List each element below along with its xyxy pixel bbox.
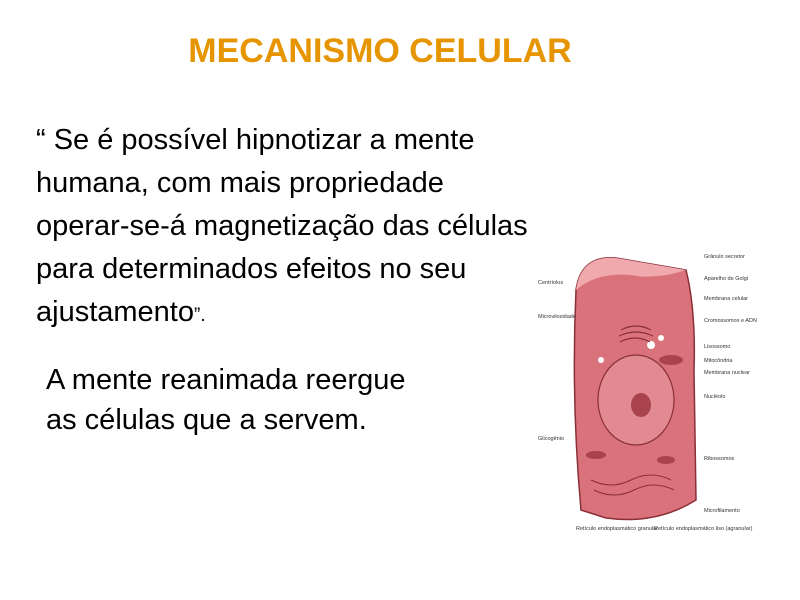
label-glicogenio: Glicogênio: [538, 436, 564, 442]
label-golgi: Aparelho de Golgi: [704, 276, 749, 282]
quote-last-word: ajustamento: [36, 296, 194, 328]
quote-line: operar-se-á magnetização das células: [36, 210, 528, 242]
mitochondria-shape: [586, 451, 606, 459]
label-reticulo-liso: Retículo endoplasmático liso (agranular): [654, 526, 753, 532]
label-ribossomos: Ribossomos: [704, 456, 735, 462]
body-line: A mente reanimada reergue: [46, 364, 406, 396]
label-microvilosidade: Microvilosidade: [538, 314, 576, 320]
label-membrana-nuclear: Membrana nuclear: [704, 370, 750, 376]
cell-diagram-image: [536, 250, 770, 550]
nucleolus: [631, 393, 651, 417]
mitochondria-shape: [659, 355, 683, 365]
label-nucleolo: Nucléolo: [704, 394, 726, 400]
quote-line: “ Se é possível hipnotizar a mente: [36, 124, 475, 156]
body-line: as células que a servem.: [46, 404, 367, 436]
label-membrana-celular: Membrana celular: [704, 296, 749, 302]
label-centriolos: Centríolos: [538, 280, 564, 286]
quote-line: humana, com mais propriedade: [36, 167, 444, 199]
vesicle-shape: [647, 341, 655, 349]
quote-closing-mark: ”.: [194, 305, 206, 326]
quote-line: para determinados efeitos no seu: [36, 253, 467, 285]
label-lisossomo: Lisossomo: [704, 344, 731, 350]
page-title: MECANISMO CELULAR: [188, 32, 572, 70]
label-cromossomos: Cromossomos e ADN: [704, 318, 757, 324]
label-mitocondria: Mitocôndria: [704, 358, 733, 364]
cell-illustration: [536, 250, 770, 550]
label-microfilamento: Microfilamento: [704, 508, 740, 514]
body-text: [46, 360, 526, 440]
label-reticulo-granular: Retículo endoplasmático granular: [576, 526, 658, 532]
vesicle-shape: [598, 357, 604, 363]
vesicle-shape: [658, 335, 664, 341]
label-granulo-secretor: Grânulo secretor: [704, 254, 745, 260]
mitochondria-shape: [657, 456, 675, 464]
